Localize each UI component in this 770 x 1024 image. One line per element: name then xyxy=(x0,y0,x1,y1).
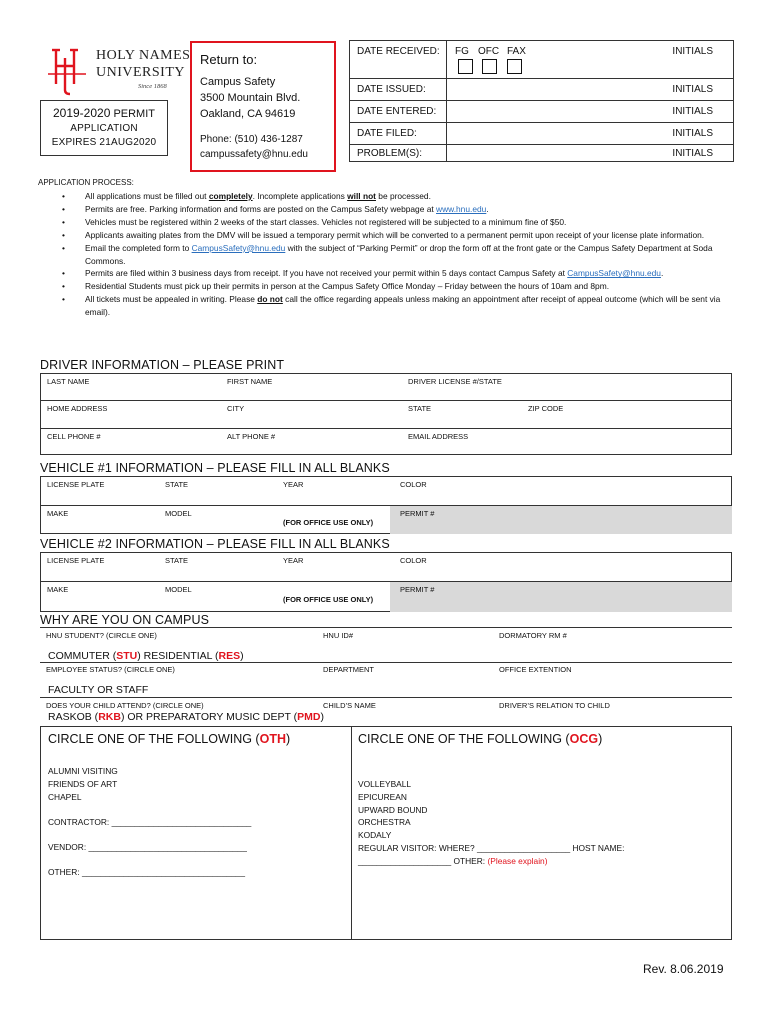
v2-make-field[interactable]: MAKE xyxy=(47,585,69,594)
v1-state-field[interactable]: STATE xyxy=(165,480,189,489)
ofc-checkbox[interactable] xyxy=(482,59,497,74)
application-process xyxy=(38,178,738,319)
row-problems xyxy=(350,145,733,162)
ocg-heading: CIRCLE ONE OF THE FOLLOWING (OCG) xyxy=(358,732,603,746)
oth-option: CHAPEL xyxy=(48,791,82,802)
process-item: • All tickets must be appealed in writing. Please do not call the office regarding appeals unless making an appointment after receipt of appeal outcome (which will be sent via email). xyxy=(38,293,738,319)
vehicle1-grid xyxy=(40,476,732,534)
process-header: APPLICATION PROCESS: xyxy=(38,178,134,187)
student-question: HNU STUDENT? (CIRCLE ONE) xyxy=(46,631,157,640)
regular-visitor-field[interactable]: REGULAR VISITOR: WHERE? ____________________ HOST NAME: xyxy=(358,842,625,853)
child-options[interactable]: RASKOB (RKB) OR PREPARATORY MUSIC DEPT (PMD) xyxy=(48,711,324,723)
process-item: • Email the completed form to CampusSafety@hnu.edu with the subject of “Parking Permit” or drop the form off at the front gate or the Campus Safety Department at Soda Commons. xyxy=(38,242,738,268)
v2-office-use-note: (FOR OFFICE USE ONLY) xyxy=(283,595,374,604)
fax-checkbox[interactable] xyxy=(507,59,522,74)
child-name-field[interactable]: CHILD’S NAME xyxy=(323,701,376,710)
problems-label: PROBLEM(S): xyxy=(357,148,423,159)
employee-question: EMPLOYEE STATUS? (CIRCLE ONE) xyxy=(46,665,175,674)
row-date-entered xyxy=(350,101,733,123)
initials-label: INITIALS xyxy=(672,106,713,117)
v2-year-field[interactable]: YEAR xyxy=(283,556,304,565)
process-item: • All applications must be filled out completely. Incomplete applications will not be processed. xyxy=(38,190,738,203)
dorm-field[interactable]: DORMATORY RM # xyxy=(499,631,567,640)
initials-label: INITIALS xyxy=(672,128,713,139)
v1-office-use-note: (FOR OFFICE USE ONLY) xyxy=(283,518,374,527)
v2-permit-field: PERMIT # xyxy=(400,585,435,594)
hnu-id-field[interactable]: HNU ID# xyxy=(323,631,354,640)
vehicle2-heading: VEHICLE #2 INFORMATION – PLEASE FILL IN ALL BLANKS xyxy=(40,537,390,551)
vendor-field[interactable]: VENDOR: __________________________________ xyxy=(48,842,247,852)
v2-color-field[interactable]: COLOR xyxy=(400,556,427,565)
logo-since: Since 1868 xyxy=(138,83,167,90)
row-date-received xyxy=(350,41,733,79)
hnu-monogram-icon xyxy=(46,46,92,96)
vehicle2-grid xyxy=(40,552,732,612)
zip-field[interactable]: ZIP CODE xyxy=(528,404,564,413)
ocg-option: EPICUREAN xyxy=(358,791,407,802)
v1-year-field[interactable]: YEAR xyxy=(283,480,304,489)
ocg-options[interactable] xyxy=(358,778,624,868)
logo-line-1: HOLY NAMES xyxy=(96,48,191,63)
fg-label: FG xyxy=(455,46,469,57)
cell-phone-field[interactable]: CELL PHONE # xyxy=(47,432,101,441)
process-item: • Applicants awaiting plates from the DMV will be issued a temporary permit which will be converted to a permanent permit upon receipt of your license plate information. xyxy=(38,229,738,242)
row-date-filed xyxy=(350,123,733,145)
initials-label: INITIALS xyxy=(672,84,713,95)
permit-title-box xyxy=(40,100,168,156)
v2-state-field[interactable]: STATE xyxy=(165,556,189,565)
v2-model-field[interactable]: MODEL xyxy=(165,585,192,594)
process-item: • Permits are filed within 3 business days from receipt. If you have not received your permit within 5 days contact Campus Safety at CampusSafety@hnu.edu. xyxy=(38,267,738,280)
driver-relation-field[interactable]: DRIVER’S RELATION TO CHILD xyxy=(499,701,610,710)
office-ext-field[interactable]: OFFICE EXTENTION xyxy=(499,665,572,674)
employee-options[interactable]: FACULTY OR STAFF xyxy=(48,684,149,696)
vehicle1-heading: VEHICLE #1 INFORMATION – PLEASE FILL IN ALL BLANKS xyxy=(40,461,390,475)
last-name-field[interactable]: LAST NAME xyxy=(47,377,90,386)
date-received-label: DATE RECEIVED: xyxy=(357,46,440,57)
circle-one-box xyxy=(40,726,732,940)
other-field[interactable]: OTHER: ___________________________________ xyxy=(48,867,245,877)
oth-option: FRIENDS OF ART xyxy=(48,778,118,789)
v1-color-field[interactable]: COLOR xyxy=(400,480,427,489)
campus-rule xyxy=(40,662,732,663)
campus-safety-email-link[interactable]: CampusSafety@hnu.edu xyxy=(567,268,661,279)
license-field[interactable]: DRIVER LICENSE #/STATE xyxy=(408,377,502,386)
oth-heading: CIRCLE ONE OF THE FOLLOWING (OTH) xyxy=(48,732,291,746)
child-question: DOES YOUR CHILD ATTEND? (CIRCLE ONE) xyxy=(46,701,204,710)
campus-safety-email-link[interactable]: CampusSafety@hnu.edu xyxy=(191,242,286,253)
initials-label: INITIALS xyxy=(672,46,713,57)
first-name-field[interactable]: FIRST NAME xyxy=(227,377,273,386)
campus-heading: WHY ARE YOU ON CAMPUS xyxy=(40,613,210,627)
v2-plate-field[interactable]: LICENSE PLATE xyxy=(47,556,105,565)
hnu-website-link[interactable]: www.hnu.edu xyxy=(436,203,487,214)
permit-expires: EXPIRES 21AUG2020 xyxy=(51,137,157,148)
date-entered-label: DATE ENTERED: xyxy=(357,106,437,117)
alt-phone-field[interactable]: ALT PHONE # xyxy=(227,432,276,441)
date-filed-label: DATE FILED: xyxy=(357,128,417,139)
oth-option: ALUMNI VISITING xyxy=(48,766,118,776)
v1-permit-field: PERMIT # xyxy=(400,509,435,518)
campus-rule xyxy=(40,697,732,698)
city-field[interactable]: CITY xyxy=(227,404,245,413)
fax-label: FAX xyxy=(507,46,526,57)
return-street: 3500 Mountain Blvd. xyxy=(200,92,301,104)
permit-year: 2019-2020 xyxy=(52,106,111,120)
contractor-field[interactable]: CONTRACTOR: ______________________________ xyxy=(48,817,252,827)
return-email: campussafety@hnu.edu xyxy=(200,149,308,160)
university-logo xyxy=(46,46,196,96)
email-field[interactable]: EMAIL ADDRESS xyxy=(408,432,469,441)
return-title: Return to: xyxy=(200,52,258,67)
ocg-option: VOLLEYBALL xyxy=(358,779,412,789)
student-options[interactable]: COMMUTER (STU) RESIDENTIAL (RES) xyxy=(48,650,244,662)
state-field[interactable]: STATE xyxy=(408,404,432,413)
v1-plate-field[interactable]: LICENSE PLATE xyxy=(47,480,105,489)
office-use-table xyxy=(349,40,734,162)
v1-model-field[interactable]: MODEL xyxy=(165,509,192,518)
return-to-box xyxy=(190,41,336,172)
initials-label: INITIALS xyxy=(672,148,713,159)
ocg-other-field[interactable]: ____________________ OTHER: (Please explain) xyxy=(358,855,548,866)
ofc-label: OFC xyxy=(478,46,500,57)
ocg-option: UPWARD BOUND xyxy=(358,804,428,815)
driver-grid xyxy=(40,373,732,455)
permit-word: PERMIT xyxy=(113,108,155,120)
fg-checkbox[interactable] xyxy=(458,59,473,74)
driver-heading: DRIVER INFORMATION – PLEASE PRINT xyxy=(40,358,285,372)
date-issued-label: DATE ISSUED: xyxy=(357,84,426,95)
process-item: • Vehicles must be registered within 2 weeks of the start classes. Vehicles not registered will be subjected to a minimum fine of $50. xyxy=(38,216,738,229)
home-address-field[interactable]: HOME ADDRESS xyxy=(47,404,108,413)
oth-options[interactable] xyxy=(48,765,118,803)
return-org: Campus Safety xyxy=(200,76,276,88)
ocg-option: KODALY xyxy=(358,830,392,841)
return-city: Oakland, CA 94619 xyxy=(200,108,296,120)
campus-rule-top xyxy=(40,627,732,628)
permit-application: APPLICATION xyxy=(70,123,138,134)
revision-label: Rev. 8.06.2019 xyxy=(643,962,724,976)
v1-make-field[interactable]: MAKE xyxy=(47,509,69,518)
return-phone: Phone: (510) 436-1287 xyxy=(200,134,303,145)
department-field[interactable]: DEPARTMENT xyxy=(323,665,374,674)
process-item: • Permits are free. Parking information and forms are posted on the Campus Safety webpage at www.hnu.edu. xyxy=(38,203,738,216)
ocg-option: ORCHESTRA xyxy=(358,817,411,828)
logo-line-2: UNIVERSITY xyxy=(96,65,185,80)
process-item: • Residential Students must pick up their permits in person at the Campus Safety Office Monday – Friday between the hours of 10am and 8pm. xyxy=(38,280,738,293)
row-date-issued xyxy=(350,79,733,101)
